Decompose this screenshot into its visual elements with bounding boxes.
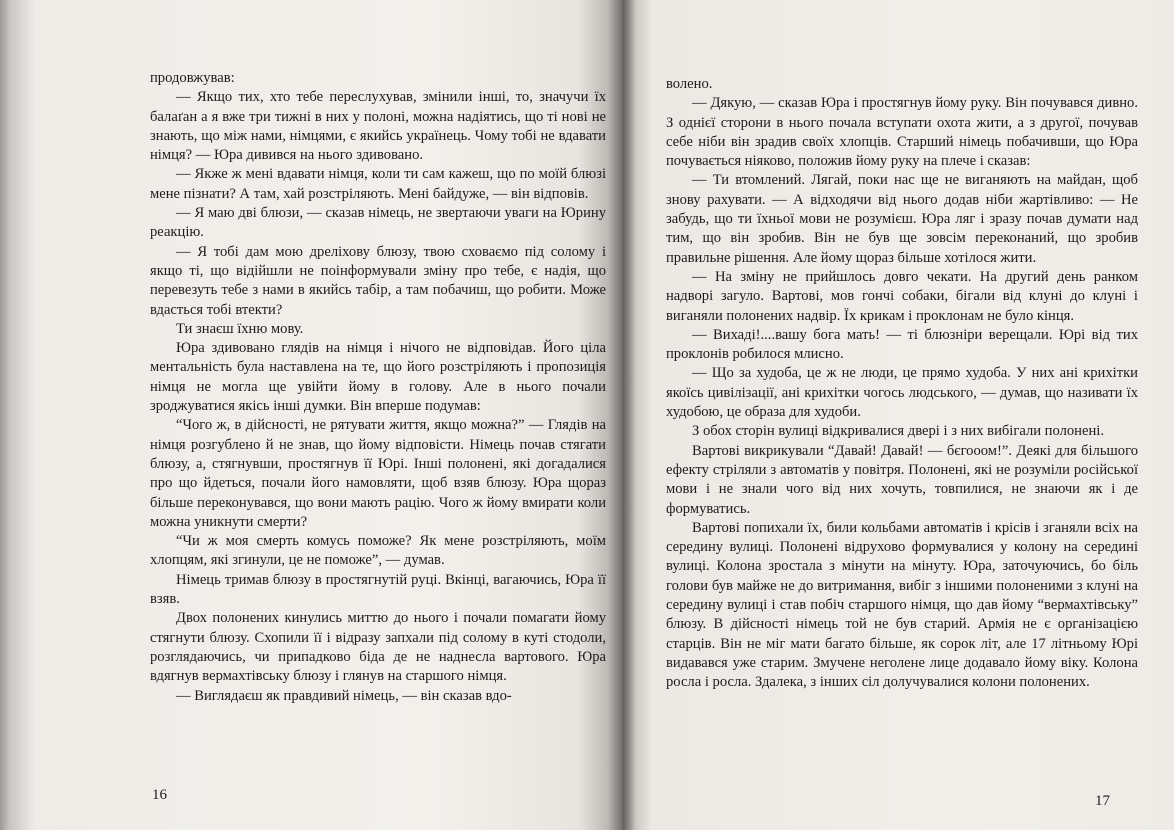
paragraph: продовжував: <box>150 70 235 86</box>
paragraph: — Ти втомлений. Лягай, поки нас ще не виганяють на майдан, щоб знову рахувати. — А відходячи від нього додав ніби жартівливо: — Не забудь, що ти їхньої мови не розумієш. Юра ляг і зразу почав думати над тим, що він зробив. Він не був ще зовсім переконаний, що зробив правильне рішення. Але йому щораз більше хотілося жити. <box>666 172 1138 266</box>
paragraph: — Якже ж мені вдавати німця, коли ти сам кажеш, що по моїй блюзі мене пізнати? А там, хай розстріляють. Мені байдуже, — він відповів. <box>150 166 606 202</box>
paragraph: — Вихаді!....вашу бога мать! — ті блюзніри верещали. Юрі від тих проклонів робилося млисно. <box>666 326 1138 363</box>
paragraph: З обох сторін вулиці відкривалися двері і з них вибігали полонені. <box>692 423 1104 440</box>
paragraph: — Виглядаєш як правдивий німець, — він сказав вдо- <box>176 687 512 704</box>
paragraph: — Я маю дві блюзи, — сказав німець, не звертаючи уваги на Юрину реакцію. <box>150 205 606 241</box>
paragraph: — Дякую, — сказав Юра і простягнув йому руку. Він почувався дивно. З однієї сторони в нього почала вступати охота жити, а з другої, почував себе ніби він зрадив своїх хлопців. Старший німець побачивши, що Юра почувається ніяково, положив йому руку на плече і сказав: <box>666 95 1138 170</box>
paragraph: Двох полонених кинулись миттю до нього і почали помагати йому стягнути блюзу. Схопили її і відразу запхали під солому в куті стодоли, розглядаючись, чи припадково біда де не наднесла вартового. Юра вдягнув вермахтівську блюзу і глянув на старшого німця. <box>150 610 606 685</box>
paragraph: волено. <box>666 76 713 92</box>
paragraph: — Якщо тих, хто тебе переслухував, змінили інші, то, значучи їх балаґан а я вже три тижні в них у полоні, можна надіятись, що ті нові не знають, що між нами, німцями, є якийсь українець. Чому тобі не вдавати німця? — Юра дивився на нього здивовано. <box>150 89 606 164</box>
right-page <box>622 0 1174 830</box>
page-number-right: 17 <box>1095 793 1110 809</box>
page-number-left: 16 <box>152 787 167 803</box>
paragraph: — На зміну не прийшлось довго чекати. На другий день ранком надворі загуло. Вартові, мов гончі собаки, бігали від клуні до клуні і виганяли полонених надвір. Їх крикам і проклонам не було кінця. <box>666 268 1138 324</box>
paragraph: — Я тобі дам мою дреліхову блюзу, твою сховаємо під солому і якщо ті, що відійшли не поінформували зміну про тебе, є надія, що перевезуть тебе з нами в якийсь табір, а там побачиш, що робити. Може вдасться тобі втекти? <box>150 243 606 318</box>
left-page-text <box>150 69 606 706</box>
paragraph: Юра здивовано глядів на німця і нічого не відповідав. Його ціла ментальність була наставлена на те, що його розстріляють і пропозиція німця не могла ще увійти йому в голову. Але в нього почали зроджуватися якісь інші думки. Він вперше подумав: <box>150 340 606 415</box>
paragraph: Німець тримав блюзу в простягнутій руці. Вкінці, вагаючись, Юра її взяв. <box>150 571 606 608</box>
paragraph: Вартові викрикували “Давай! Давай! — бєгооом!”. Деякі для більшого ефекту стріляли з автоматів у повітря. Полонені, які не розуміли російської мови і не знали чого від них хочуть, товпилися, не знаючи як і де формуватись. <box>666 442 1138 517</box>
paragraph: Ти знаєш їхню мову. <box>176 320 304 337</box>
right-page-text <box>666 75 1138 693</box>
book-gutter-shadow <box>608 0 636 830</box>
paragraph: “Чого ж, в дійсності, не рятувати життя, якщо можна?” — Глядів на німця розгублено й не знав, що йому відповісти. Німець почав стягати блюзу, а, стягнувши, простягнув її Юрі. Інші полонені, які догадалися про що йдеться, почали його намовляти, щоб взяв блюзу. Юра щораз більше переконувався, що вони мають рацію. Чого ж йому вмирати коли можна уникнути смерти? <box>150 417 606 530</box>
paragraph: “Чи ж моя смерть комусь поможе? Як мене розстріляють, моїм хлопцям, які згинули, це не поможе”, — думав. <box>150 533 606 569</box>
paragraph: Вартові попихали їх, били кольбами автоматів і крісів і зганяли всіх на середину вулиці. Полонені відрухово формувалися у колону на середині вулиці. Колона зростала з мінути на мінуту. Юра, заточуючись, бо біль голови був майже не до витримання, вибіг з іншими полоненими з клуні на середину вулиці і став побіч старшого німця, що дав йому “вермахтівську” блюзу. В дійсності німець той не був старий. Армія не є організацією старців. Він не міг мати багато більше, як сорок літ, але 17 літньому Юрі видавався уже старим. Змучене неголене лице додавало йому віку. Колона росла і росла. Здалека, з інших сіл долучувалися колони полонених. <box>666 519 1138 691</box>
paragraph: — Що за худоба, це ж не люди, це прямо худоба. У них ані крихітки якоїсь цивілізації, ані крихітки чогось людського, — думав, що називати їх худобою, це образа для худоби. <box>666 365 1138 421</box>
